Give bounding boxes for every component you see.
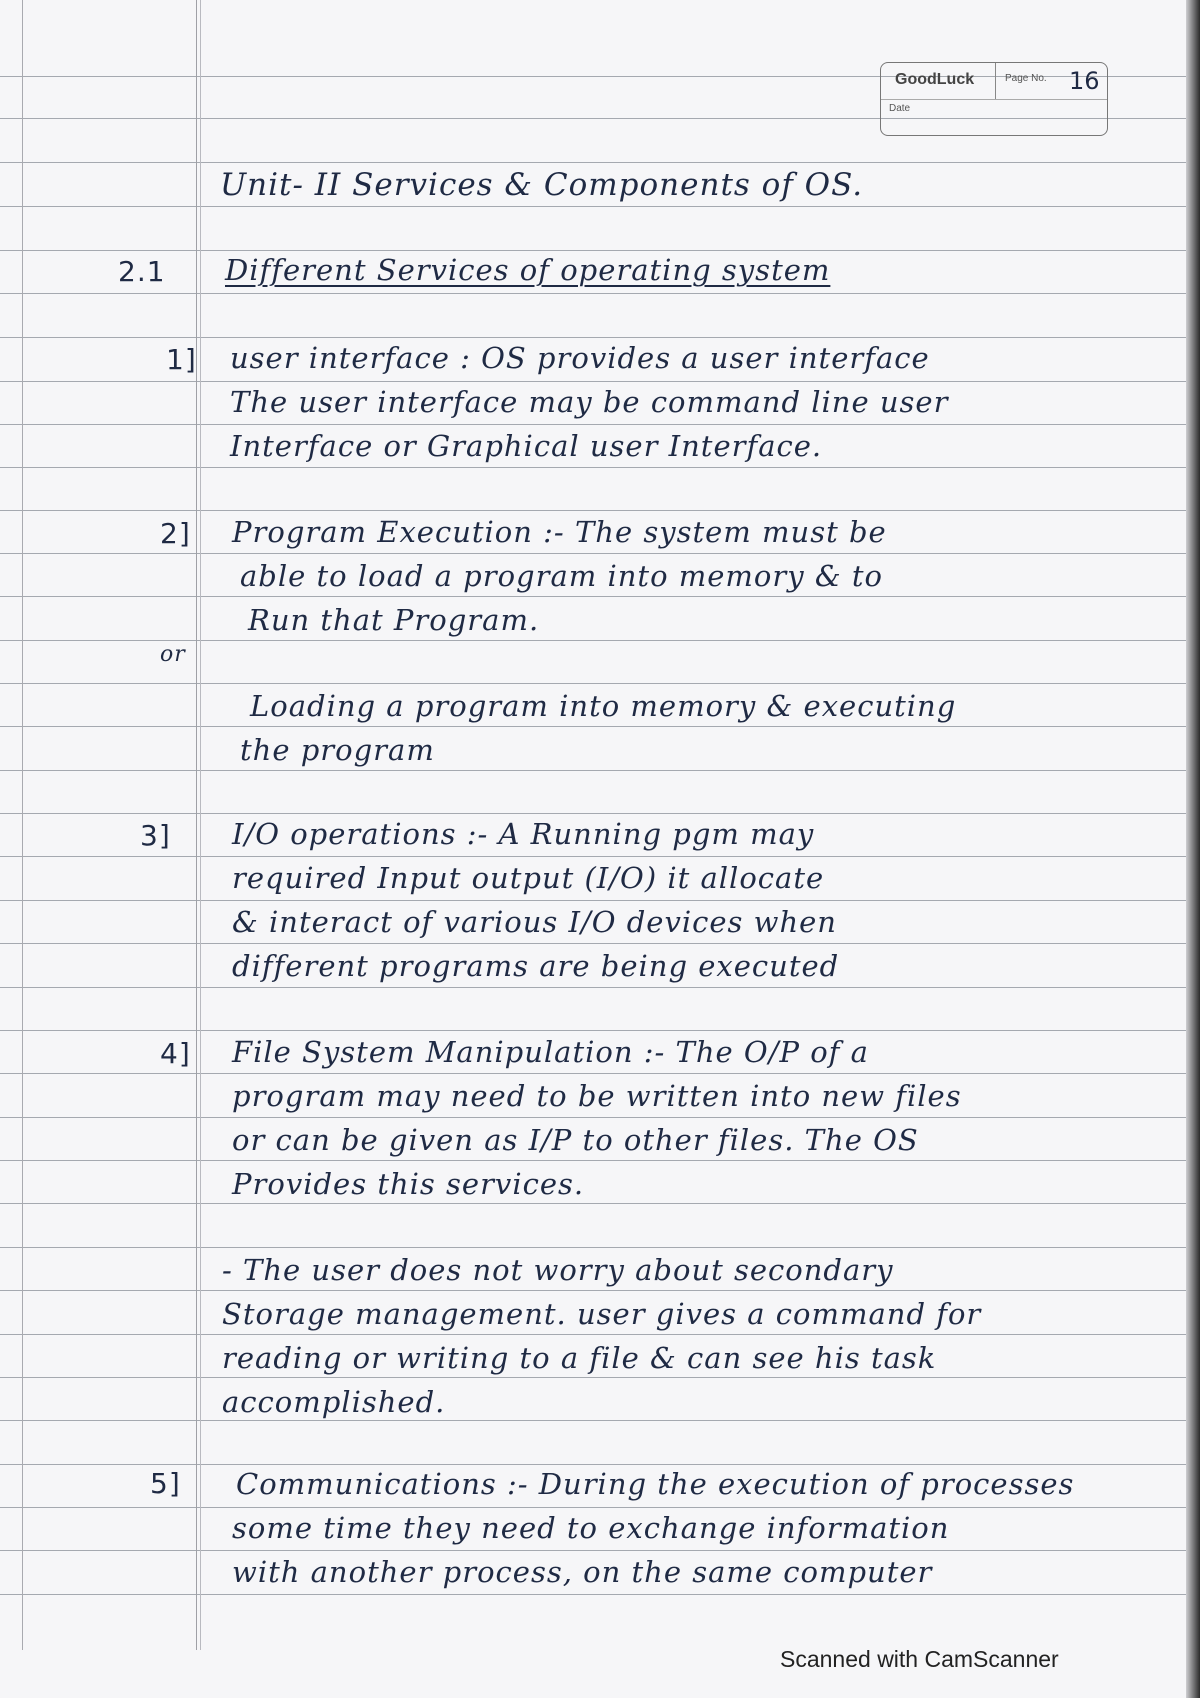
item-line: Storage management. user gives a command for [222,1297,982,1331]
margin-line [200,0,201,1650]
item-number: 5] [150,1467,181,1500]
header-rule [881,99,1107,100]
item-line: Communications :- During the execution of processes [236,1467,1075,1501]
ruled-line [0,1030,1186,1031]
item-line: Loading a program into memory & executing [250,689,957,723]
item-line: user interface : OS provides a user interface [230,341,930,375]
ruled-line [0,683,1186,684]
ruled-line [0,1160,1186,1161]
ruled-line [0,1507,1186,1508]
item-line: Run that Program. [248,603,540,637]
item-line: with another process, on the same computer [232,1555,933,1589]
ruled-line [0,943,1186,944]
item-number: 3] [140,819,171,852]
date-label: Date [889,103,911,114]
ruled-line [0,250,1186,251]
ruled-line [0,1247,1186,1248]
ruled-line [0,381,1186,382]
ruled-line [0,337,1186,338]
section-heading: Different Services of operating system [225,253,831,287]
item-line: The user interface may be command line user [230,385,949,419]
ruled-line [0,856,1186,857]
item-line: I/O operations :- A Running pgm may [232,817,815,851]
ruled-line [0,467,1186,468]
page-header-box [880,62,1108,136]
item-number: 4] [160,1037,191,1070]
ruled-line [0,293,1186,294]
ruled-line [0,424,1186,425]
item-line: File System Manipulation :- The O/P of a [232,1035,869,1069]
ruled-line [0,596,1186,597]
item-number: 1] [166,343,197,376]
ruled-line [0,1377,1186,1378]
item-line: required Input output (I/O) it allocate [232,861,825,895]
ruled-line [0,1073,1186,1074]
ruled-line [0,162,1186,163]
item-line: or can be given as I/P to other files. The OS [232,1123,919,1157]
section-number: 2.1 [118,255,166,288]
ruled-line [0,726,1186,727]
or-mark: or [160,642,186,667]
ruled-line [0,1550,1186,1551]
ruled-line [0,553,1186,554]
ruled-line [0,510,1186,511]
header-divider [995,63,996,99]
item-line: different programs are being executed [232,949,840,983]
ruled-line [0,1594,1186,1595]
ruled-line [0,900,1186,901]
ruled-line [0,1334,1186,1335]
left-edge-line [22,0,23,1650]
item-number: 2] [160,517,191,550]
ruled-line [0,206,1186,207]
page-no-label: Page No. [1005,73,1047,84]
ruled-line [0,1464,1186,1465]
item-line: program may need to be written into new files [232,1079,962,1113]
ruled-line [0,987,1186,988]
ruled-line [0,1203,1186,1204]
page-title: Unit- II Services & Components of OS. [220,167,864,203]
ruled-line [0,770,1186,771]
item-line: reading or writing to a file & can see his task [222,1341,937,1375]
item-line: Provides this services. [232,1167,585,1201]
ruled-line [0,1117,1186,1118]
item-line: & interact of various I/O devices when [232,905,837,939]
ruled-line [0,1420,1186,1421]
item-line: accomplished. [222,1385,446,1419]
ruled-line [0,813,1186,814]
item-line: the program [240,733,435,767]
ruled-line [0,640,1186,641]
item-line: Program Execution :- The system must be [232,515,887,549]
margin-line [196,0,197,1650]
item-line: - The user does not worry about secondary [222,1253,894,1287]
scanner-watermark: Scanned with CamScanner [780,1646,1059,1672]
page-number: 16 [1069,67,1100,95]
brand-label: GoodLuck [895,71,975,88]
item-line: able to load a program into memory & to [240,559,883,593]
ruled-line [0,1290,1186,1291]
item-line: Interface or Graphical user Interface. [230,429,823,463]
item-line: some time they need to exchange information [232,1511,950,1545]
